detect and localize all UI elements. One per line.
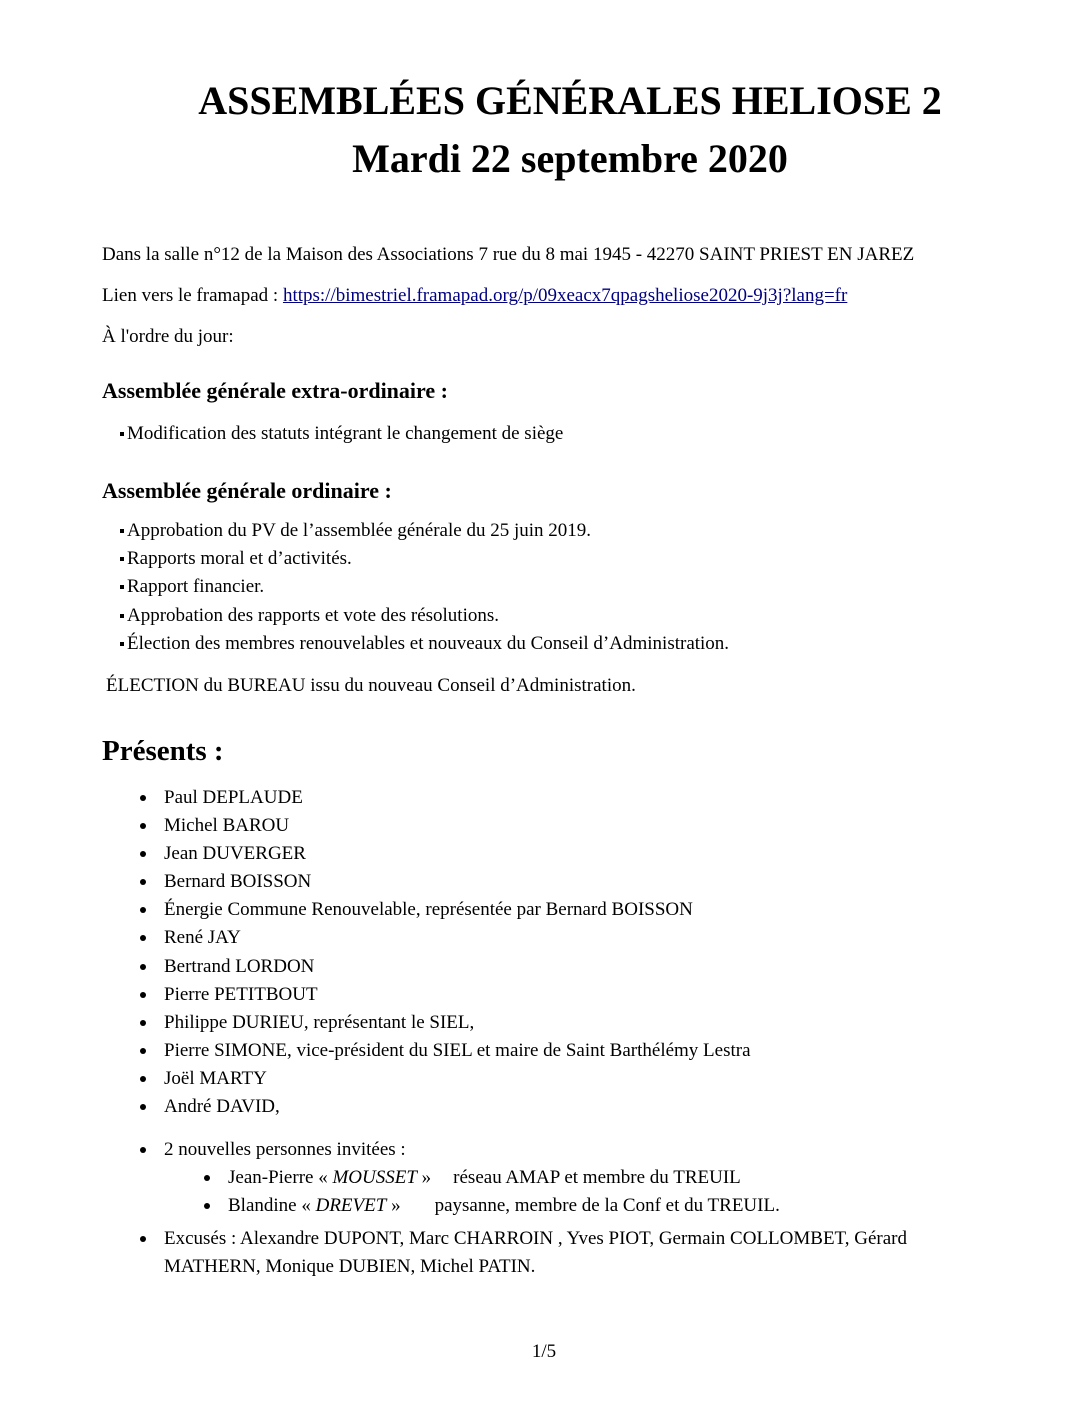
guest-item: Blandine « DREVET » paysanne, membre de la Conf et du TREUIL. (228, 1195, 780, 1217)
list-item: André DAVID, (164, 1096, 280, 1118)
list-item: Approbation des rapports et vote des résolutions. (120, 605, 499, 627)
list-item: Modification des statuts intégrant le changement de siège (120, 423, 563, 445)
list-item: Approbation du PV de l’assemblée générale du 25 juin 2019. (120, 520, 591, 542)
guest-item: Jean-Pierre « MOUSSET » réseau AMAP et membre du TREUIL (228, 1167, 741, 1189)
list-item: Jean DUVERGER (164, 843, 306, 865)
framapad-link[interactable]: https://bimestriel.framapad.org/p/09xeacx7qpagsheliose2020-9j3j?lang=fr (282, 285, 848, 306)
list-item: Rapport financier. (120, 576, 264, 598)
list-item: Pierre PETITBOUT (164, 984, 318, 1006)
extraordinary-heading: Assemblée générale extra-ordinaire : (102, 378, 448, 403)
document-date: Mardi 22 septembre 2020 (352, 136, 788, 181)
list-item: Paul DEPLAUDE (164, 787, 303, 809)
list-item: Philippe DURIEU, représentant le SIEL, (164, 1012, 474, 1034)
list-item: Pierre SIMONE, vice-président du SIEL et maire de Saint Barthélémy Lestra (164, 1040, 751, 1062)
list-item: Bertrand LORDON (164, 956, 314, 978)
agenda-label: À l'ordre du jour: (102, 326, 234, 347)
document-title: ASSEMBLÉES GÉNÉRALES HELIOSE 2 (198, 78, 942, 123)
list-item: Rapports moral et d’activités. (120, 548, 352, 570)
excused-list: Excusés : Alexandre DUPONT, Marc CHARROIN , Yves PIOT, Germain COLLOMBET, Gérard (164, 1228, 907, 1250)
page-number: 1/5 (531, 1341, 557, 1362)
list-item: Joël MARTY (164, 1068, 267, 1090)
list-item: Énergie Commune Renouvelable, représentée par Bernard BOISSON (164, 899, 693, 921)
guests-intro: 2 nouvelles personnes invitées : (164, 1139, 406, 1161)
list-item: René JAY (164, 927, 241, 949)
ordinary-heading: Assemblée générale ordinaire : (102, 478, 392, 503)
list-item: Élection des membres renouvelables et nouveaux du Conseil d’Administration. (120, 633, 729, 655)
excused-list-continued: MATHERN, Monique DUBIEN, Michel PATIN. (164, 1256, 536, 1277)
list-item: Bernard BOISSON (164, 871, 311, 893)
location-text: Dans la salle n°12 de la Maison des Associations 7 rue du 8 mai 1945 - 42270 SAINT PRIEST EN JAREZ (102, 244, 915, 265)
bureau-election: ÉLECTION du BUREAU issu du nouveau Conseil d’Administration. (106, 675, 636, 696)
framapad-line (102, 285, 847, 307)
link-prefix: Lien vers le framapad : (102, 285, 283, 306)
presents-heading: Présents : (102, 735, 224, 767)
list-item: Michel BAROU (164, 815, 289, 837)
